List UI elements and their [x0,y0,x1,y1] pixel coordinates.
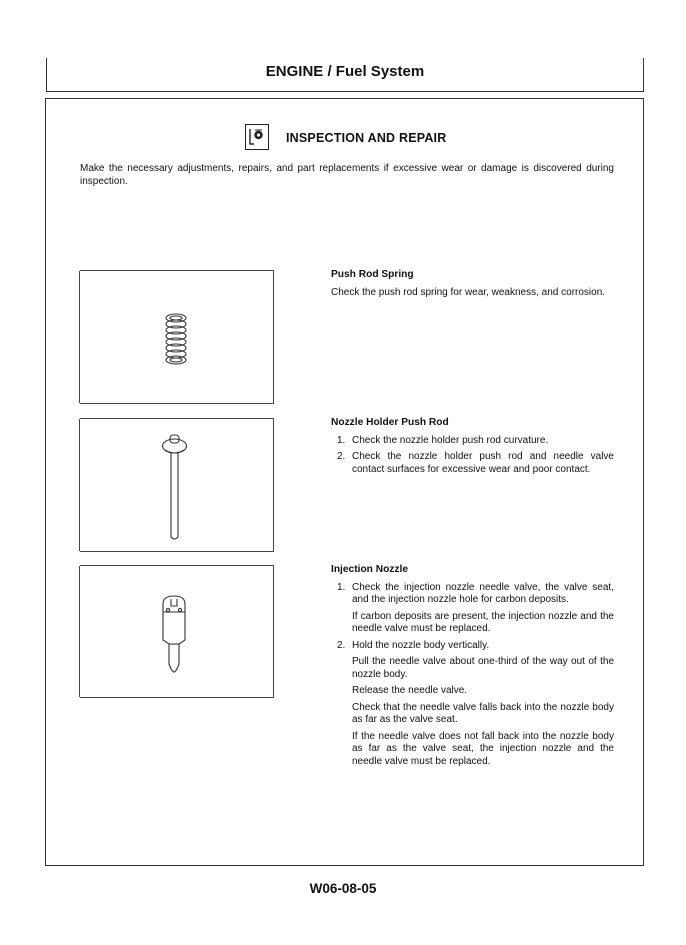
intro-paragraph: Make the necessary adjustments, repairs, and part replacements if excessive wear or damage is discovered during inspection. [80,163,614,187]
list-item [331,451,614,476]
step-number: 2. [337,639,346,651]
inspection-icon [245,124,269,150]
step-text: Check the injection nozzle needle valve, the valve seat, and the injection nozzle hole for carbon deposits. [352,581,614,605]
step-text: Check the nozzle holder push rod and needle valve contact surfaces for excessive wear and poor contact. [352,451,614,475]
section-title: INSPECTION AND REPAIR [286,131,447,145]
push-rod-spring-text: Check the push rod spring for wear, weakness, and corrosion. [331,286,606,298]
step-subtext: Check that the needle valve falls back into the nozzle body as far as the valve seat. [352,701,614,725]
push-rod-spring-title: Push Rod Spring [331,269,414,280]
page-header-title: ENGINE / Fuel System [265,63,425,80]
step-number: 1. [337,434,346,446]
list-item [331,640,614,769]
figure-nozzle-holder-push-rod [80,418,274,552]
injection-nozzle-title: Injection Nozzle [331,564,408,575]
step-number: 2. [337,451,346,462]
step-number: 1. [337,581,346,593]
figure-injection-nozzle [80,565,274,698]
push-rod-spring-block [331,269,614,299]
figure-push-rod-spring [80,270,274,404]
list-item [331,435,614,448]
injection-nozzle-block [331,564,614,772]
page-code: W06-08-05 [309,881,377,896]
step-subtext: Pull the needle valve about one-third of the way out of the nozzle body. [352,656,614,680]
injection-nozzle-steps [331,582,614,769]
nozzle-holder-push-rod-title: Nozzle Holder Push Rod [331,417,449,428]
nozzle-holder-push-rod-block [331,417,614,480]
step-text: Check the nozzle holder push rod curvature. [352,434,549,446]
step-subtext: Release the needle valve. [352,685,468,696]
nozzle-holder-steps [331,435,614,477]
step-text: Hold the nozzle body vertically. [352,639,490,651]
header-bottom-rule [46,91,644,92]
list-item [331,582,614,636]
step-subtext: If carbon deposits are present, the injection nozzle and the needle valve must be replaced. [352,610,614,634]
step-subtext: If the needle valve does not fall back into the nozzle body as far as the valve seat, the injection nozzle and the needle valve must be replaced. [352,730,614,767]
